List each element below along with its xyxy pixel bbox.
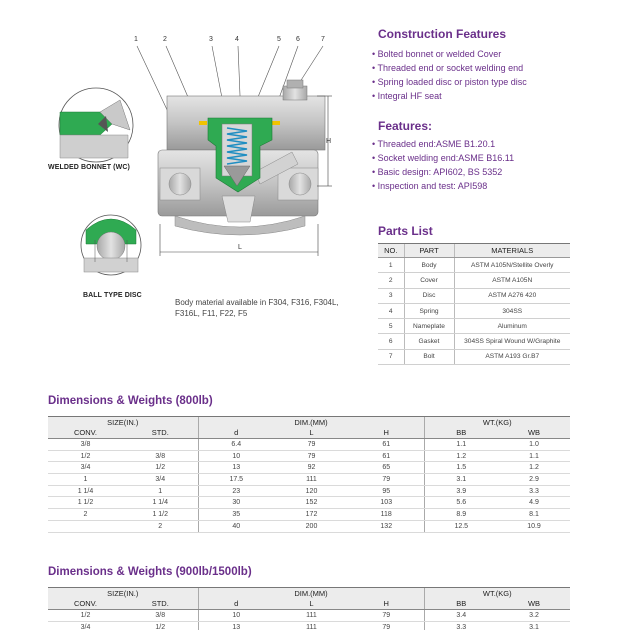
table-row [378,319,570,334]
group-header-size: SIZE(IN.) [48,588,198,599]
header-h: H [349,599,424,610]
part-no: 3 [378,288,404,303]
dims-800-sub-header-row [48,428,570,439]
size-std: 1 1/4 [123,497,198,509]
weight-wb: 10.9 [498,520,570,532]
dims-900-title: Dimensions & Weights (900lb/1500lb) [48,566,252,578]
size-std: 3/8 [123,610,198,622]
table-row [378,349,570,364]
weight-bb: 8.9 [424,509,498,521]
weight-bb: 1.2 [424,450,498,462]
body-material-note: Body material available in F304, F316, F304L, F316L, F11, F22, F5 [175,298,339,318]
size-conv: 2 [48,509,123,521]
part-no: 5 [378,319,404,334]
dim-d: 13 [198,621,274,630]
features-title: Features: [378,119,433,133]
feature-item: • Basic design: API602, BS 5352 [372,165,514,179]
header-wb: WB [498,599,570,610]
group-header-wt: WT.(KG) [424,588,570,599]
dim-l: 200 [274,520,349,532]
dim-d: 17.5 [198,474,274,486]
parts-header-materials: MATERIALS [454,244,570,258]
weight-wb: 3.3 [498,485,570,497]
weight-bb: 3.4 [424,610,498,622]
feature-item: • Socket welding end:ASME B16.11 [372,151,514,165]
size-conv: 1 [48,474,123,486]
group-header-dim: DIM.(MM) [198,417,424,428]
size-std: 1 1/2 [123,509,198,521]
part-no: 6 [378,334,404,349]
table-row [48,497,570,509]
table-row [48,474,570,486]
header-d: d [198,428,274,439]
weight-bb: 12.5 [424,520,498,532]
dim-d: 35 [198,509,274,521]
size-conv: 3/8 [48,439,123,451]
ball-type-caption: BALL TYPE DISC [83,292,142,299]
weight-bb: 3.9 [424,485,498,497]
construction-features-title: Construction Features [378,27,507,41]
weight-wb: 8.1 [498,509,570,521]
header-l: L [274,428,349,439]
table-row [48,485,570,497]
table-row [48,439,570,451]
table-row [378,258,570,273]
dim-d: 6.4 [198,439,274,451]
part-material: Aluminum [454,319,570,334]
dim-h: 95 [349,485,424,497]
dim-l: 111 [274,474,349,486]
dim-h: 79 [349,621,424,630]
part-number-2: 2 [163,36,167,43]
dims-800-table [48,416,570,533]
size-std: 1 [123,485,198,497]
table-row [378,288,570,303]
table-row [48,450,570,462]
dim-d: 30 [198,497,274,509]
dim-h: 79 [349,610,424,622]
part-name: Gasket [404,334,454,349]
weight-bb: 3.1 [424,474,498,486]
header-conv: CONV. [48,599,123,610]
dims-900-group-header-row [48,588,570,599]
weight-wb: 1.2 [498,462,570,474]
size-std: 2 [123,520,198,532]
dim-l: 152 [274,497,349,509]
part-material: ASTM A105N [454,273,570,288]
table-row [378,303,570,318]
part-name: Cover [404,273,454,288]
construction-feature-item: • Bolted bonnet or welded Cover [372,47,527,61]
dim-d: 40 [198,520,274,532]
construction-feature-item: • Spring loaded disc or piston type disc [372,75,527,89]
part-name: Spring [404,303,454,318]
dim-l: 79 [274,439,349,451]
size-conv: 1 1/4 [48,485,123,497]
dim-h: 61 [349,450,424,462]
header-bb: BB [424,428,498,439]
table-row [378,273,570,288]
dims-800-title: Dimensions & Weights (800lb) [48,395,213,407]
dim-h-label: H [326,138,332,145]
table-row [48,621,570,630]
table-row [48,509,570,521]
header-bb: BB [424,599,498,610]
part-number-7: 7 [321,36,325,43]
weight-bb: 5.6 [424,497,498,509]
size-conv: 1/2 [48,610,123,622]
feature-item: • Threaded end:ASME B1.20.1 [372,137,514,151]
part-no: 2 [378,273,404,288]
dims-800-group-header-row [48,417,570,428]
header-wb: WB [498,428,570,439]
table-row [378,334,570,349]
parts-header-part: PART [404,244,454,258]
size-std: 3/4 [123,474,198,486]
dim-d: 23 [198,485,274,497]
header-conv: CONV. [48,428,123,439]
weight-wb: 2.9 [498,474,570,486]
weight-bb: 1.5 [424,462,498,474]
size-conv [48,520,123,532]
parts-header-no: NO. [378,244,404,258]
construction-features-list [372,47,527,103]
dim-h: 118 [349,509,424,521]
dim-d: 13 [198,462,274,474]
part-material: ASTM A105N/Stellite Overly [454,258,570,273]
welded-bonnet-caption: WELDED BONNET (WC) [48,164,130,171]
weight-wb: 3.1 [498,621,570,630]
welded-bonnet-detail [59,88,133,162]
size-conv: 1 1/2 [48,497,123,509]
part-no: 1 [378,258,404,273]
header-h: H [349,428,424,439]
dim-l: 172 [274,509,349,521]
parts-header-row [378,244,570,258]
dims-900-table [48,587,570,630]
header-std: STD. [123,428,198,439]
dim-d: 10 [198,610,274,622]
part-name: Nameplate [404,319,454,334]
dim-l: 120 [274,485,349,497]
part-material: ASTM A276 420 [454,288,570,303]
valve-drawing [0,0,370,330]
part-number-6: 6 [296,36,300,43]
feature-item: • Inspection and test: API598 [372,179,514,193]
table-row [48,520,570,532]
dim-d: 10 [198,450,274,462]
dim-l: 111 [274,621,349,630]
dim-h: 79 [349,474,424,486]
part-number-1: 1 [134,36,138,43]
weight-wb: 4.9 [498,497,570,509]
dim-h: 103 [349,497,424,509]
dims-900-body [48,610,570,630]
construction-feature-item: • Threaded end or socket welding end [372,61,527,75]
part-material: ASTM A193 Gr.B7 [454,349,570,364]
table-row [48,462,570,474]
parts-list-table [378,243,570,365]
size-conv: 3/4 [48,621,123,630]
part-number-3: 3 [209,36,213,43]
weight-wb: 1.1 [498,450,570,462]
header-l: L [274,599,349,610]
part-material: 304SS [454,303,570,318]
dim-h: 61 [349,439,424,451]
size-std: 1/2 [123,462,198,474]
part-name: Body [404,258,454,273]
group-header-wt: WT.(KG) [424,417,570,428]
dims-900-sub-header-row [48,599,570,610]
group-header-size: SIZE(IN.) [48,417,198,428]
dim-h: 65 [349,462,424,474]
ball-disc-detail [81,215,141,275]
dim-l-label: L [238,244,242,251]
part-number-4: 4 [235,36,239,43]
header-d: d [198,599,274,610]
size-conv: 3/4 [48,462,123,474]
group-header-dim: DIM.(MM) [198,588,424,599]
parts-list-title: Parts List [378,224,433,238]
header-std: STD. [123,599,198,610]
dims-800-body [48,439,570,533]
part-material: 304SS Spiral Wound W/Graphite [454,334,570,349]
part-name: Disc [404,288,454,303]
dim-l: 111 [274,610,349,622]
size-conv: 1/2 [48,450,123,462]
part-name: Bolt [404,349,454,364]
size-std [123,439,198,451]
weight-bb: 3.3 [424,621,498,630]
size-std: 1/2 [123,621,198,630]
weight-bb: 1.1 [424,439,498,451]
dim-l: 79 [274,450,349,462]
dim-l: 92 [274,462,349,474]
size-std: 3/8 [123,450,198,462]
features-list [372,137,514,193]
construction-feature-item: • Integral HF seat [372,89,527,103]
weight-wb: 1.0 [498,439,570,451]
part-no: 7 [378,349,404,364]
weight-wb: 3.2 [498,610,570,622]
part-number-5: 5 [277,36,281,43]
table-row [48,610,570,622]
dim-h: 132 [349,520,424,532]
part-no: 4 [378,303,404,318]
